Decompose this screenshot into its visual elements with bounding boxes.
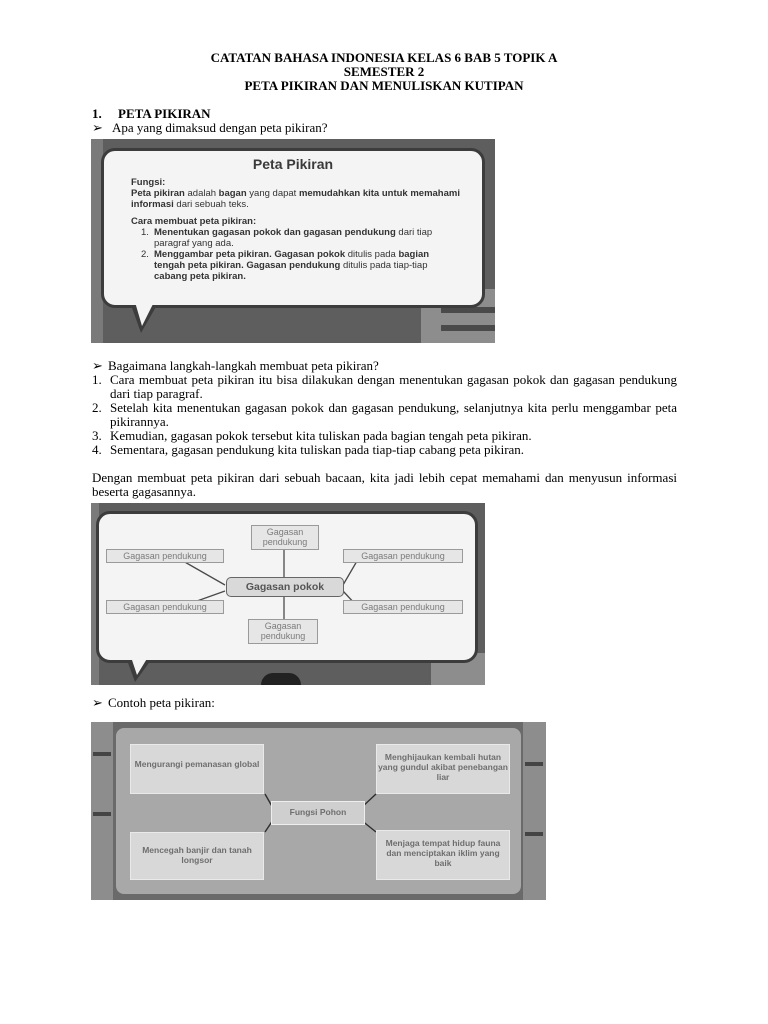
question-2: [92, 359, 379, 373]
fungsi-text: [131, 188, 461, 210]
bullet-arrow-icon: ➢: [92, 358, 103, 373]
cara-step-2-bold-3: cabang peta pikiran.: [154, 271, 246, 282]
fungsi-text-3: dari sebuah teks.: [173, 199, 249, 210]
step-text: Sementara, gagasan pendukung kita tuliskan pada tiap-tiap cabang peta pikiran.: [110, 442, 525, 457]
example-node-bottom-left: Mencegah banjir dan tanah longsor: [130, 832, 264, 880]
question-3-text: Contoh peta pikiran:: [108, 695, 215, 710]
image1-title: Peta Pikiran: [252, 156, 334, 172]
fungsi-bold-3: memudahkan kita untuk memahami informasi: [131, 188, 460, 210]
cara-label: Cara membuat peta pikiran:: [131, 216, 257, 227]
steps-list: [92, 373, 677, 457]
example-node-bottom-right: Menjaga tempat hidup fauna dan menciptakan iklim yang baik: [376, 830, 510, 880]
fungsi-bold-2: bagan: [218, 188, 247, 199]
cara-step-1-text: dari tiap paragraf yang ada.: [154, 227, 433, 249]
cara-step-1-num: 1.: [141, 227, 149, 238]
fungsi-bold-1: Peta pikiran: [131, 188, 185, 199]
step-item-1: [92, 373, 677, 401]
cara-step-2-text-2: ditulis pada tiap-tiap: [340, 260, 428, 271]
bullet-arrow-icon: ➢: [92, 695, 103, 710]
step-text: Kemudian, gagasan pokok tersebut kita tuliskan pada bagian tengah peta pikiran.: [110, 428, 532, 443]
node-top: Gagasan pendukung: [251, 525, 319, 550]
step-item-2: [92, 401, 677, 429]
node-right-top: Gagasan pendukung: [343, 549, 463, 563]
node-right-bottom: Gagasan pendukung: [343, 600, 463, 614]
doc-title-line3: PETA PIKIRAN DAN MENULISKAN KUTIPAN: [244, 78, 524, 93]
doc-title-line1: CATATAN BAHASA INDONESIA KELAS 6 BAB 5 TOPIK A: [210, 50, 558, 65]
cara-step-1: [131, 227, 461, 249]
section-heading: [92, 107, 211, 121]
fungsi-label: Fungsi:: [131, 177, 166, 188]
question-1-text: Apa yang dimaksud dengan peta pikiran?: [112, 120, 328, 135]
question-3: [92, 696, 215, 710]
image-contoh-peta-pikiran: [91, 722, 546, 900]
example-node-top-left: Mengurangi pemanasan global: [130, 744, 264, 794]
step-item-4: [92, 443, 677, 457]
cara-step-2: [131, 249, 461, 282]
image1-fungsi: [131, 177, 461, 210]
node-left-bottom: Gagasan pendukung: [106, 600, 224, 614]
cara-step-2-num: 2.: [141, 249, 149, 260]
step-number: 3.: [92, 428, 102, 443]
cara-step-2-bold-2: bagian tengah peta pikiran. Gagasan pendukung: [154, 249, 430, 271]
bullet-arrow-icon: ➢: [92, 120, 103, 135]
step-number: 4.: [92, 442, 102, 457]
step-number: 2.: [92, 400, 102, 415]
image-peta-pikiran-definition: [91, 139, 495, 343]
fungsi-text-1: adalah: [184, 188, 219, 199]
node-bottom: Gagasan pendukung: [248, 619, 318, 644]
image-mind-map-template: [91, 503, 485, 685]
cara-step-1-bold: Menentukan gagasan pokok dan gagasan pendukung: [154, 227, 396, 238]
step-item-3: [92, 429, 677, 443]
example-node-top-right: Menghijaukan kembali hutan yang gundul akibat penebangan liar: [376, 744, 510, 794]
section-title: PETA PIKIRAN: [118, 106, 211, 121]
question-1: [92, 121, 328, 135]
node-center: Gagasan pokok: [226, 577, 344, 597]
fungsi-text-2: yang dapat: [246, 188, 299, 199]
doc-title-line2: SEMESTER 2: [343, 64, 425, 79]
step-text: Cara membuat peta pikiran itu bisa dilakukan dengan menentukan gagasan pokok dan gagasan pendukung dari tiap paragraf.: [110, 372, 677, 401]
image1-cara: [131, 216, 461, 282]
cara-step-2-text-1: ditulis pada: [345, 249, 399, 260]
node-left-top: Gagasan pendukung: [106, 549, 224, 563]
question-2-text: Bagaimana langkah-langkah membuat peta pikiran?: [108, 358, 379, 373]
example-node-center: Fungsi Pohon: [271, 801, 365, 825]
cara-step-2-bold-1: Menggambar peta pikiran. Gagasan pokok: [154, 249, 346, 260]
summary-paragraph: Dengan membuat peta pikiran dari sebuah bacaan, kita jadi lebih cepat memahami dan menyusun informasi beserta gagasannya.: [92, 470, 677, 499]
section-number: 1.: [92, 106, 102, 121]
step-number: 1.: [92, 372, 102, 387]
step-text: Setelah kita menentukan gagasan pokok dan gagasan pendukung, selanjutnya kita perlu menggambar peta pikirannya.: [110, 400, 677, 429]
